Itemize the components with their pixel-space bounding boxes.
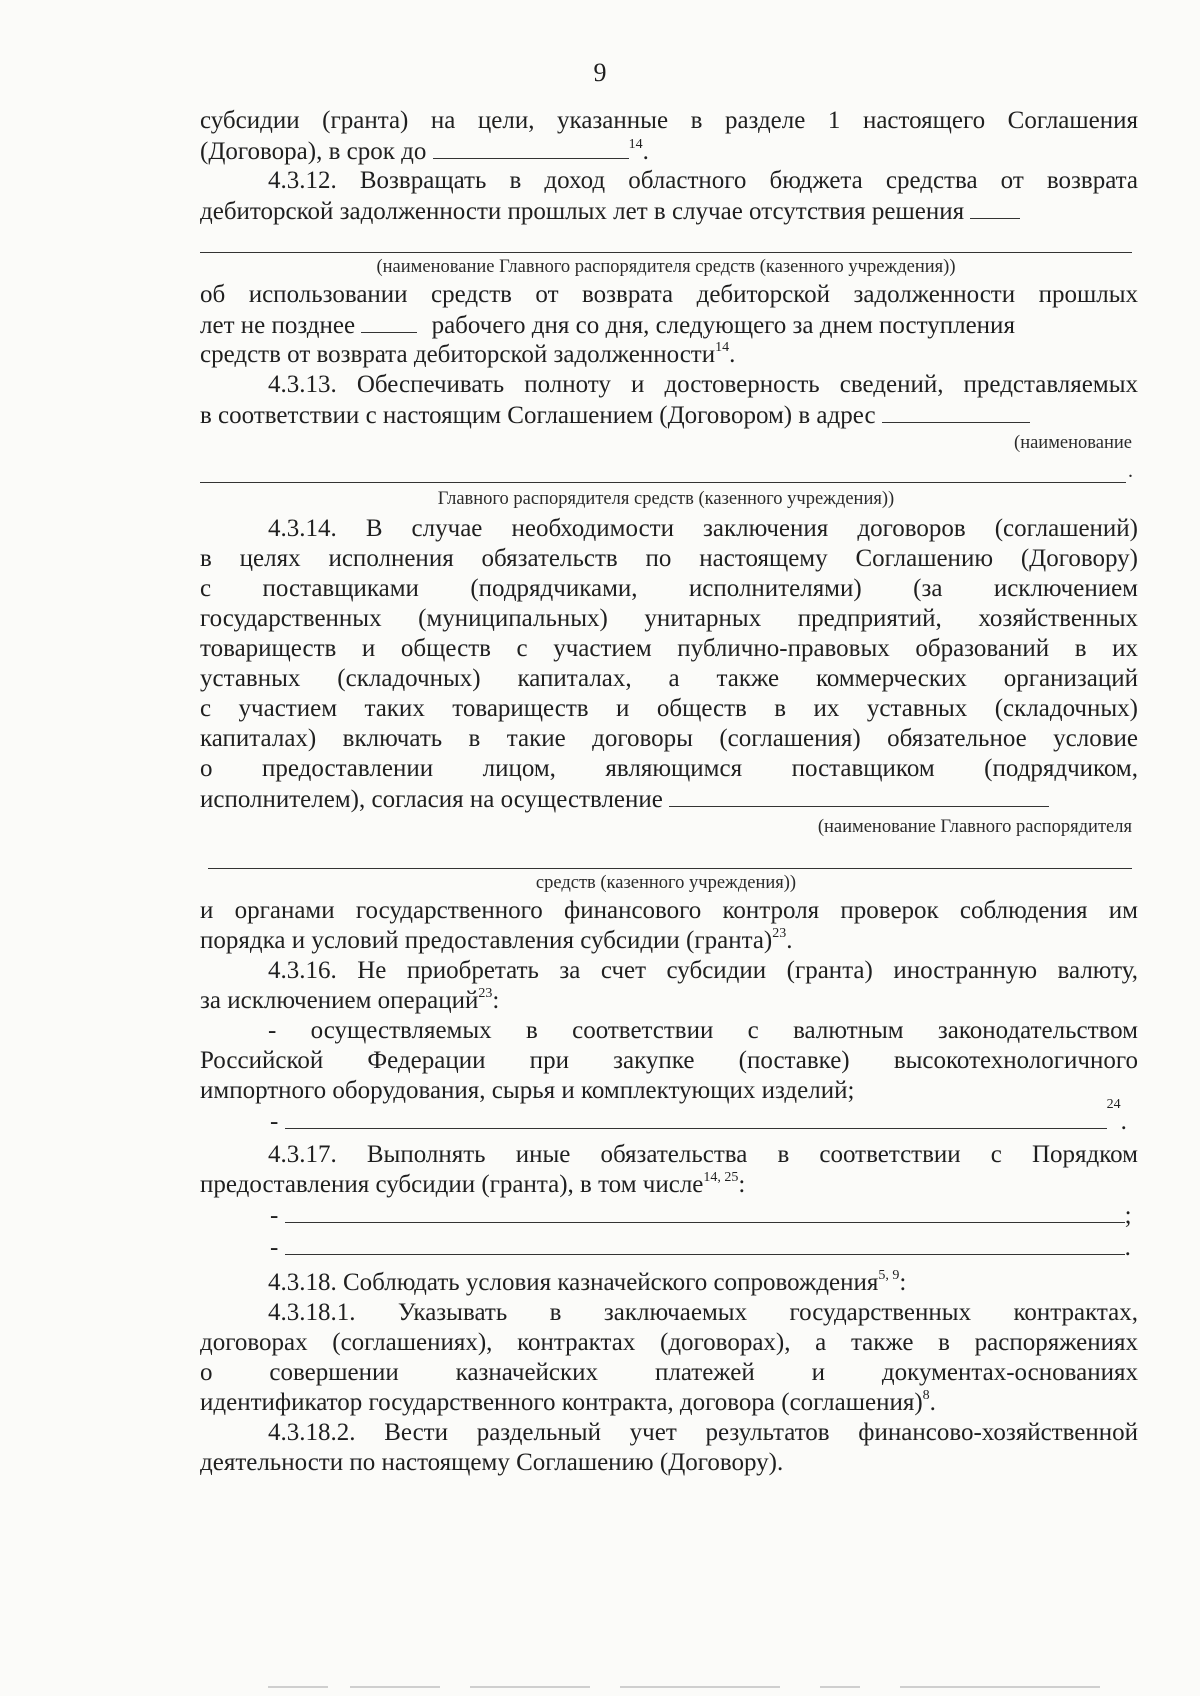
text-line: и органами государственного финансового контроля проверок соблюдения им (200, 897, 1138, 924)
blank-field (970, 196, 1020, 219)
text-line: за исключением операций$^{23}$: (200, 985, 500, 1014)
page-number: 9 (593, 58, 607, 87)
field-caption: (наименование (1014, 433, 1132, 453)
text-line: 4.3.18.1. Указывать в заключаемых государственных контрактах, (268, 1299, 1138, 1326)
footnote-ref: 14, 25 (703, 1169, 739, 1185)
scan-artifact (470, 1686, 590, 1688)
text-line (200, 400, 1138, 431)
field-caption: (наименование Главного распорядителя средств (казенного учреждения)) (376, 257, 956, 277)
text-line: (Договора), в срок до $^{14}$. (200, 136, 649, 165)
text-line: с поставщиками (подрядчиками, исполнителями) (за исключением (200, 575, 1138, 602)
text-line (200, 196, 1138, 227)
list-dash: - (270, 1202, 279, 1229)
text-line: предоставления субсидии (гранта), в том числе$^{14, 25}$: (200, 1169, 746, 1198)
text-line: о совершении казначейских платежей и документах-основаниях (200, 1359, 1138, 1386)
footnote-ref: 5, 9 (878, 1267, 900, 1283)
text-line: идентификатор государственного контракта, договора (соглашения)$^8$. (200, 1387, 936, 1416)
text-line: импортного оборудования, сырья и комплектующих изделий; (200, 1077, 855, 1104)
scan-artifact (268, 1686, 328, 1688)
text-line: 4.3.16. Не приобретать за счет субсидии (гранта) иностранную валюту, (268, 957, 1138, 984)
text-line (200, 784, 1138, 815)
text-line: - $^{24}$. (270, 1096, 1127, 1135)
text-line: 4.3.18. Соблюдать условия казначейского сопровождения$^{5, 9}$: (268, 1267, 907, 1296)
line-text: (Договора), в срок до (200, 138, 427, 165)
field-caption: (наименование Главного распорядителя (817, 817, 1132, 837)
footnote-ref: 14 (628, 136, 643, 152)
text-line: средств от возврата дебиторской задолженности$^{14}$. (200, 339, 736, 368)
field-caption: средств (казенного учреждения)) (535, 873, 797, 893)
line-text: в соответствии с настоящим Соглашением (Договором) в адрес (200, 402, 876, 429)
text-line: - ; (270, 1202, 1132, 1229)
list-dash: - (270, 1234, 279, 1261)
field-caption: Главного распорядителя средств (казенного учреждения)) (437, 489, 895, 509)
text-line: уставных (складочных) капиталах, а также коммерческих организаций (200, 665, 1138, 692)
blank-field (433, 136, 629, 159)
blank-field (285, 1232, 1125, 1255)
blank-field (285, 1200, 1125, 1223)
line-text: исполнителем), согласия на осуществление (200, 786, 663, 813)
list-dash: - (270, 1108, 279, 1135)
line-text: лет не позднее (200, 312, 356, 339)
text-line: 4.3.17. Выполнять иные обязательства в соответствии с Порядком (268, 1141, 1138, 1168)
line-text: за исключением операций (200, 987, 479, 1014)
text-line: 4.3.14. В случае необходимости заключения договоров (соглашений) (268, 515, 1138, 542)
line-text: идентификатор государственного контракта, договора (соглашения) (200, 1389, 923, 1416)
text-line: 4.3.13. Обеспечивать полноту и достоверность сведений, представляемых (268, 371, 1138, 398)
text-line: 4.3.12. Возвращать в доход областного бюджета средства от возврата (268, 167, 1138, 194)
text-line: - . (270, 1234, 1131, 1261)
line-text: рабочего дня со дня, следующего за днем поступления (431, 312, 1015, 339)
text-line: 4.3.18.2. Вести раздельный учет результатов финансово-хозяйственной (268, 1419, 1138, 1446)
text-line: порядка и условий предоставления субсидии (гранта)$^{23}$. (200, 925, 793, 954)
line-text: 4.3.18. Соблюдать условия казначейского сопровождения (268, 1269, 879, 1296)
text-line: капиталах) включать в такие договоры (соглашения) обязательное условие (200, 725, 1138, 752)
scan-artifact (350, 1686, 440, 1688)
fill-line (208, 868, 1132, 869)
text-line: договорах (соглашениях), контрактах (договорах), а также в распоряжениях (200, 1329, 1138, 1356)
line-text: порядка и условий предоставления субсидии (гранта) (200, 927, 773, 954)
footnote-ref: 14 (715, 339, 730, 355)
text-line: товариществ и обществ с участием публично-правовых образований в их (200, 635, 1138, 662)
text-line: с участием таких товариществ и обществ в их уставных (складочных) (200, 695, 1138, 722)
line-text: средств от возврата дебиторской задолженности (200, 341, 716, 368)
fill-line (200, 482, 1126, 483)
text-line: об использовании средств от возврата дебиторской задолженности прошлых (200, 281, 1138, 308)
footnote-ref: 23 (478, 985, 493, 1001)
blank-field (669, 784, 1049, 807)
scan-artifact (820, 1686, 860, 1688)
text-line: - осуществляемых в соответствии с валютным законодательством (268, 1017, 1138, 1044)
footnote-ref: 8 (922, 1387, 930, 1403)
blank-field (361, 310, 417, 333)
text-line: о предоставлении лицом, являющимся поставщиком (подрядчиком, (200, 755, 1138, 782)
footnote-ref: 24 (1106, 1096, 1121, 1112)
fill-line (200, 252, 1132, 253)
text-line: в целях исполнения обязательств по настоящему Соглашению (Договору) (200, 545, 1138, 572)
line-text: дебиторской задолженности прошлых лет в случае отсутствия решения (200, 198, 965, 225)
period-mark: . (1128, 460, 1133, 482)
scan-artifact (900, 1686, 1100, 1688)
footnote-ref: 23 (772, 925, 787, 941)
text-line: государственных (муниципальных) унитарных предприятий, хозяйственных (200, 605, 1138, 632)
blank-field (882, 400, 1030, 423)
text-line: Российской Федерации при закупке (поставке) высокотехнологичного (200, 1047, 1138, 1074)
blank-field (285, 1106, 1107, 1129)
scan-artifact (620, 1686, 780, 1688)
text-line (200, 310, 1138, 341)
line-text: предоставления субсидии (гранта), в том числе (200, 1171, 704, 1198)
text-line: деятельности по настоящему Соглашению (Договору). (200, 1449, 784, 1476)
text-line: субсидии (гранта) на цели, указанные в разделе 1 настоящего Соглашения (200, 107, 1138, 134)
